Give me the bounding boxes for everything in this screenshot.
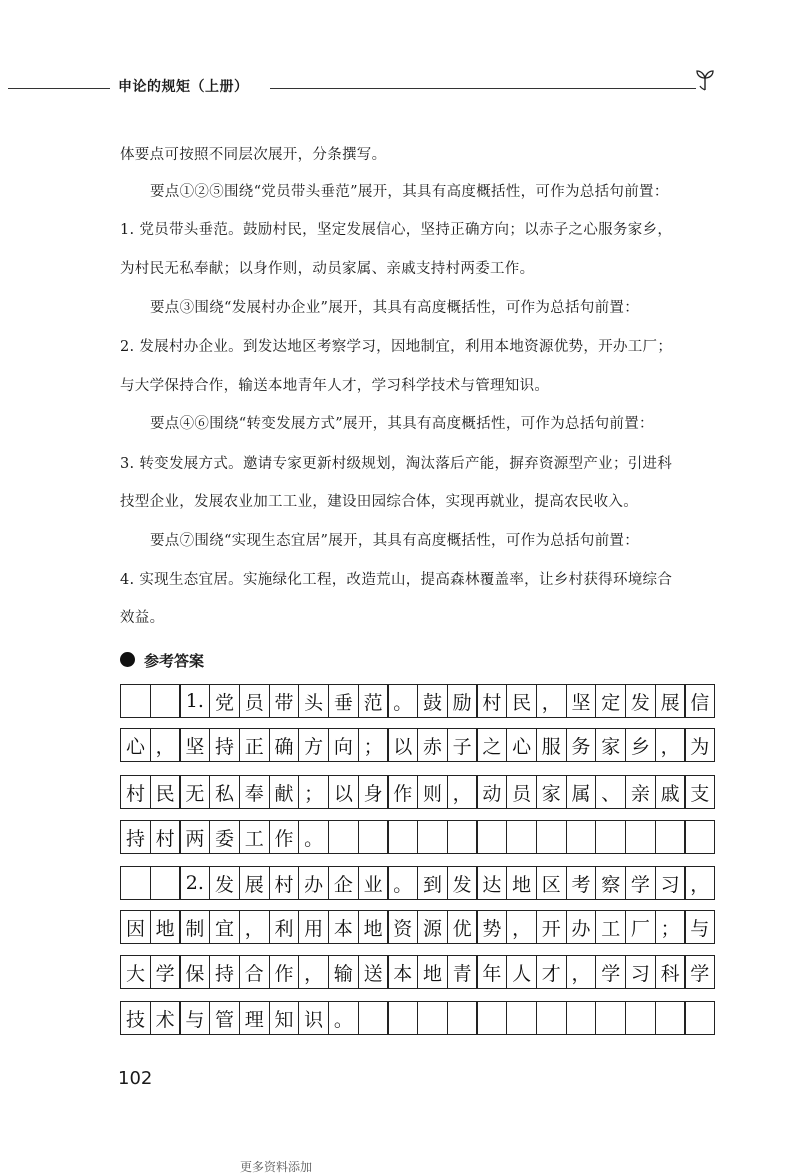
grid-cell: 工 bbox=[595, 910, 626, 944]
grid-cell bbox=[595, 820, 626, 854]
grid-cell bbox=[625, 820, 656, 854]
grid-cell: ， bbox=[150, 728, 181, 762]
grid-cell: 家 bbox=[536, 775, 567, 809]
grid-cell: 展 bbox=[239, 866, 270, 900]
footer-text: 更多资料添加 bbox=[240, 1160, 313, 1174]
grid-cell bbox=[358, 820, 389, 854]
grid-cell: 持 bbox=[120, 820, 151, 854]
answer-grid-row bbox=[120, 684, 714, 718]
grid-cell: ， bbox=[684, 866, 715, 900]
grid-cell: 地 bbox=[358, 910, 389, 944]
grid-cell: ， bbox=[506, 910, 537, 944]
grid-cell: 确 bbox=[269, 728, 300, 762]
grid-cell: 鼓 bbox=[417, 684, 448, 718]
grid-cell: 大 bbox=[120, 955, 151, 989]
grid-cell: 习 bbox=[655, 866, 686, 900]
grid-cell: 服 bbox=[536, 728, 567, 762]
grid-cell: 科 bbox=[655, 955, 686, 989]
grid-cell: 学 bbox=[150, 955, 181, 989]
grid-cell: 宜 bbox=[209, 910, 240, 944]
grid-cell: 。 bbox=[298, 820, 329, 854]
grid-cell: 送 bbox=[358, 955, 389, 989]
answer-grid-row bbox=[120, 1001, 714, 1035]
grid-cell: 知 bbox=[269, 1001, 300, 1035]
grid-cell: 家 bbox=[595, 728, 626, 762]
grid-cell: ， bbox=[655, 728, 686, 762]
grid-cell bbox=[536, 1001, 567, 1035]
grid-cell: 与 bbox=[179, 1001, 210, 1035]
running-header bbox=[0, 66, 800, 106]
grid-cell bbox=[566, 820, 597, 854]
grid-cell: 本 bbox=[387, 955, 418, 989]
sprout-icon bbox=[694, 68, 716, 92]
grid-cell: 到 bbox=[417, 866, 448, 900]
answer-grid-row bbox=[120, 866, 714, 900]
grid-cell: 本 bbox=[328, 910, 359, 944]
grid-cell: 管 bbox=[209, 1001, 240, 1035]
grid-cell: 技 bbox=[120, 1001, 151, 1035]
grid-cell: 则 bbox=[417, 775, 448, 809]
grid-cell: 支 bbox=[684, 775, 715, 809]
grid-cell: 发 bbox=[625, 684, 656, 718]
grid-cell: ， bbox=[447, 775, 478, 809]
page-number: 102 bbox=[118, 1068, 153, 1089]
grid-cell: 资 bbox=[387, 910, 418, 944]
grid-cell: 青 bbox=[447, 955, 478, 989]
grid-cell: ， bbox=[298, 955, 329, 989]
grid-cell: 无 bbox=[179, 775, 210, 809]
grid-cell: 。 bbox=[328, 1001, 359, 1035]
bullet-circle-icon bbox=[120, 652, 135, 667]
body-paragraph: 要点⑦围绕“实现生态宜居”展开，其具有高度概括性，可作为总括句前置： bbox=[150, 533, 640, 549]
grid-cell: 术 bbox=[150, 1001, 181, 1035]
grid-cell: 人 bbox=[506, 955, 537, 989]
grid-cell: 源 bbox=[417, 910, 448, 944]
grid-cell: 坚 bbox=[566, 684, 597, 718]
grid-cell: 乡 bbox=[625, 728, 656, 762]
answer-grid-row bbox=[120, 728, 714, 762]
grid-cell: 之 bbox=[476, 728, 507, 762]
book-title: 申论的规矩（上册） bbox=[118, 79, 249, 95]
grid-cell: 学 bbox=[625, 866, 656, 900]
grid-cell: 持 bbox=[209, 728, 240, 762]
grid-cell: 习 bbox=[625, 955, 656, 989]
grid-cell: ； bbox=[298, 775, 329, 809]
grid-cell: 作 bbox=[269, 820, 300, 854]
grid-cell: 员 bbox=[506, 775, 537, 809]
grid-cell: 员 bbox=[239, 684, 270, 718]
grid-cell: 识 bbox=[298, 1001, 329, 1035]
grid-cell: 村 bbox=[150, 820, 181, 854]
grid-cell: 民 bbox=[506, 684, 537, 718]
grid-cell: 为 bbox=[684, 728, 715, 762]
grid-cell bbox=[328, 820, 359, 854]
header-rule-right bbox=[270, 88, 696, 89]
grid-cell: 地 bbox=[150, 910, 181, 944]
body-paragraph: 效益。 bbox=[120, 610, 165, 626]
body-paragraph: 4. 实现生态宜居。实施绿化工程，改造荒山，提高森林覆盖率，让乡村获得环境综合 bbox=[120, 572, 673, 588]
grid-cell: ， bbox=[566, 955, 597, 989]
grid-cell: 信 bbox=[684, 684, 715, 718]
grid-cell: 厂 bbox=[625, 910, 656, 944]
grid-cell: 私 bbox=[209, 775, 240, 809]
grid-cell: 献 bbox=[269, 775, 300, 809]
body-paragraph: 体要点可按照不同层次展开，分条撰写。 bbox=[120, 147, 387, 163]
grid-cell: 达 bbox=[476, 866, 507, 900]
grid-cell: 用 bbox=[298, 910, 329, 944]
body-paragraph: 3. 转变发展方式。邀请专家更新村级规划，淘汰落后产能，摒弃资源型产业；引进科 bbox=[120, 456, 673, 472]
body-paragraph: 1. 党员带头垂范。鼓励村民，坚定发展信心，坚持正确方向；以赤子之心服务家乡， bbox=[120, 222, 673, 238]
grid-cell bbox=[417, 1001, 448, 1035]
grid-cell: 才 bbox=[536, 955, 567, 989]
grid-cell bbox=[684, 1001, 715, 1035]
grid-cell: 党 bbox=[209, 684, 240, 718]
grid-cell: 民 bbox=[150, 775, 181, 809]
grid-cell bbox=[150, 866, 181, 900]
grid-cell: 子 bbox=[447, 728, 478, 762]
answer-grid-row bbox=[120, 910, 714, 944]
grid-cell bbox=[536, 820, 567, 854]
grid-cell: 坚 bbox=[179, 728, 210, 762]
grid-cell: 办 bbox=[298, 866, 329, 900]
grid-cell: 输 bbox=[328, 955, 359, 989]
grid-cell: 戚 bbox=[655, 775, 686, 809]
grid-cell: 利 bbox=[269, 910, 300, 944]
grid-cell: 定 bbox=[595, 684, 626, 718]
grid-cell: 。 bbox=[387, 866, 418, 900]
grid-cell: 学 bbox=[595, 955, 626, 989]
grid-cell: 心 bbox=[120, 728, 151, 762]
grid-cell: 属 bbox=[566, 775, 597, 809]
grid-cell: 业 bbox=[358, 866, 389, 900]
grid-cell: 地 bbox=[417, 955, 448, 989]
grid-cell bbox=[655, 1001, 686, 1035]
grid-cell bbox=[417, 820, 448, 854]
body-paragraph: 为村民无私奉献；以身作则，动员家属、亲戚支持村两委工作。 bbox=[120, 261, 535, 277]
grid-cell: 发 bbox=[209, 866, 240, 900]
grid-cell: 察 bbox=[595, 866, 626, 900]
body-paragraph: 要点③围绕“发展村办企业”展开，其具有高度概括性，可作为总括句前置： bbox=[150, 300, 640, 316]
grid-cell: 作 bbox=[387, 775, 418, 809]
grid-cell: 正 bbox=[239, 728, 270, 762]
grid-cell: 2. bbox=[179, 866, 210, 900]
grid-cell bbox=[476, 820, 507, 854]
grid-cell bbox=[566, 1001, 597, 1035]
answer-grid-row bbox=[120, 775, 714, 809]
grid-cell: 垂 bbox=[328, 684, 359, 718]
grid-cell: 开 bbox=[536, 910, 567, 944]
grid-cell bbox=[476, 1001, 507, 1035]
grid-cell bbox=[387, 1001, 418, 1035]
body-paragraph: 2. 发展村办企业。到发达地区考察学习，因地制宜，利用本地资源优势，开办工厂； bbox=[120, 339, 673, 355]
body-paragraph: 技型企业，发展农业加工工业，建设田园综合体，实现再就业，提高农民收入。 bbox=[120, 494, 638, 510]
grid-cell: 优 bbox=[447, 910, 478, 944]
grid-cell: 心 bbox=[506, 728, 537, 762]
grid-cell: 带 bbox=[269, 684, 300, 718]
body-paragraph: 与大学保持合作，输送本地青年人才，学习科学技术与管理知识。 bbox=[120, 378, 550, 394]
answer-grid-row bbox=[120, 820, 714, 854]
grid-cell bbox=[120, 684, 151, 718]
grid-cell: 保 bbox=[179, 955, 210, 989]
grid-cell: 因 bbox=[120, 910, 151, 944]
grid-cell bbox=[150, 684, 181, 718]
grid-cell: 赤 bbox=[417, 728, 448, 762]
grid-cell: 头 bbox=[298, 684, 329, 718]
grid-cell: 。 bbox=[387, 684, 418, 718]
grid-cell bbox=[655, 820, 686, 854]
grid-cell bbox=[684, 820, 715, 854]
grid-cell: 村 bbox=[120, 775, 151, 809]
grid-cell: ； bbox=[358, 728, 389, 762]
grid-cell bbox=[120, 866, 151, 900]
grid-cell: 展 bbox=[655, 684, 686, 718]
grid-cell bbox=[506, 1001, 537, 1035]
grid-cell: 工 bbox=[239, 820, 270, 854]
grid-cell bbox=[358, 1001, 389, 1035]
grid-cell: 委 bbox=[209, 820, 240, 854]
grid-cell: 企 bbox=[328, 866, 359, 900]
grid-cell: ， bbox=[536, 684, 567, 718]
grid-cell: 励 bbox=[447, 684, 478, 718]
grid-cell: 势 bbox=[476, 910, 507, 944]
grid-cell bbox=[447, 1001, 478, 1035]
grid-cell: 方 bbox=[298, 728, 329, 762]
grid-cell: 1. bbox=[179, 684, 210, 718]
grid-cell bbox=[595, 1001, 626, 1035]
grid-cell: 理 bbox=[239, 1001, 270, 1035]
grid-cell: 地 bbox=[506, 866, 537, 900]
grid-cell bbox=[625, 1001, 656, 1035]
grid-cell: 范 bbox=[358, 684, 389, 718]
grid-cell bbox=[506, 820, 537, 854]
grid-cell: 合 bbox=[239, 955, 270, 989]
grid-cell: 办 bbox=[566, 910, 597, 944]
grid-cell: 作 bbox=[269, 955, 300, 989]
grid-cell: 年 bbox=[476, 955, 507, 989]
grid-cell: 亲 bbox=[625, 775, 656, 809]
grid-cell: 向 bbox=[328, 728, 359, 762]
grid-cell: 务 bbox=[566, 728, 597, 762]
header-rule-left bbox=[8, 88, 110, 89]
grid-cell: 学 bbox=[684, 955, 715, 989]
grid-cell: ； bbox=[655, 910, 686, 944]
answer-grid-row bbox=[120, 955, 714, 989]
section-title: 参考答案 bbox=[144, 652, 205, 670]
grid-cell: 身 bbox=[358, 775, 389, 809]
body-paragraph: 要点①②⑤围绕“党员带头垂范”展开，其具有高度概括性，可作为总括句前置： bbox=[150, 184, 669, 200]
grid-cell bbox=[447, 820, 478, 854]
grid-cell: 持 bbox=[209, 955, 240, 989]
grid-cell: ， bbox=[239, 910, 270, 944]
grid-cell: 以 bbox=[328, 775, 359, 809]
grid-cell: 村 bbox=[476, 684, 507, 718]
grid-cell: 以 bbox=[387, 728, 418, 762]
grid-cell bbox=[387, 820, 418, 854]
grid-cell: 与 bbox=[684, 910, 715, 944]
grid-cell: 制 bbox=[179, 910, 210, 944]
grid-cell: 两 bbox=[179, 820, 210, 854]
grid-cell: 区 bbox=[536, 866, 567, 900]
grid-cell: 动 bbox=[476, 775, 507, 809]
grid-cell: 村 bbox=[269, 866, 300, 900]
grid-cell: 发 bbox=[447, 866, 478, 900]
grid-cell: 奉 bbox=[239, 775, 270, 809]
body-paragraph: 要点④⑥围绕“转变发展方式”展开，其具有高度概括性，可作为总括句前置： bbox=[150, 416, 654, 432]
grid-cell: 考 bbox=[566, 866, 597, 900]
grid-cell: 、 bbox=[595, 775, 626, 809]
